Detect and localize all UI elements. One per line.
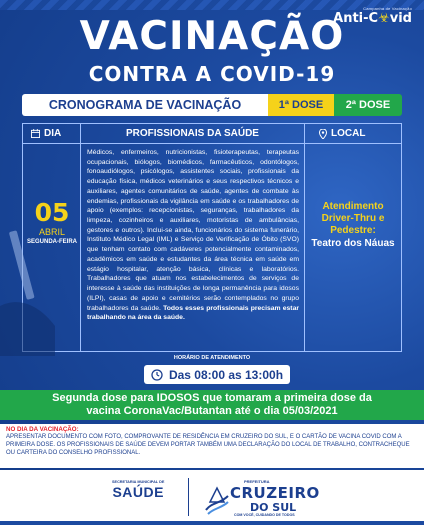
second-dose-badge: 2ª DOSE [334,94,402,116]
notice-title: NO DIA DA VACINAÇÃO: [6,426,79,433]
vaccination-day-notice [0,424,424,468]
elderly-banner-line2: vacina CoronaVac/Butantan até o dia 05/03/2021 [86,405,338,417]
location-pin-icon [319,129,327,139]
campaign-small-label: Campanha de Vacinação [363,6,412,11]
page-subtitle: CONTRA A COVID-19 [88,62,336,86]
notice-text: APRESENTAR DOCUMENTO COM FOTO, COMPROVANTE DE RESIDÊNCIA EM CRUZEIRO DO SUL, E O CARTÃO DE VACINA COVID COM A PRIMEIRA DOSE. OS PROFISSIONAIS DE SAÚDE DEVEM PORTAR TAMBÉM UMA DECLARAÇÃO DO LOCAL DE TRABALHO, CONTRACHEQUE OU CARTEIRA DO CONSELHO PROFISSIONAL. [6,434,410,457]
schedule-table [22,123,402,352]
day-weekday: SEGUNDA-FEIRA [26,239,77,245]
syringe-illustration [0,226,70,356]
hours-label: HORÁRIO DE ATENDIMENTO [173,355,251,361]
professionals-cell [81,144,305,351]
day-number: 05 [34,198,70,227]
header-professionals: PROFISSIONAIS DA SAÚDE [81,124,305,143]
prefeitura-label: PREFEITURA [244,479,270,484]
calendar-icon [31,129,40,138]
city-hall-logo [204,478,324,518]
local-mode: Atendimento Driver-Thru e Pedestre: [321,201,385,236]
schedule-title: CRONOGRAMA DE VACINAÇÃO [22,94,268,116]
city-name: CRUZEIRO [230,484,320,502]
footer [0,470,424,525]
professionals-text: Médicos, enfermeiros, nutricionistas, fisioterapeutas, terapeutas ocupacionais, biólogos, biomédicos, farmacêuticos, odontólogos, fonoaudiólogos, psicólogos, assistentes sociais, profissionais da educação física, médicos veterinários e seus respectivos técnicos e auxiliares, agentes comunitários de saúde, agentes de combate às endemias, profissionais da vigilância em saúde e os trabalhadores de apoio (exemplos: recepcionistas, seguranças, trabalhadores da limpeza, cozinheiros e auxiliares, motoristas de ambulâncias, gestores e outros). Inclui-se ainda, funcionários do sistema funerário, Instituto Médico Legal (IML) e Serviço de Verificação de Óbito (SVO) que tenham contato com cadáveres potencialmente contaminados, acadêmicos em saúde e estudantes da área técnica em saúde em estágio hospitalar, atenção básica, clínicas e laboratórios. Trabalhadores que atuam nos estabelecimentos de serviços de interesse à saúde das instituições de longa permanência para idosos (ILPI), casas de apoio e cemitérios serão contemplados no grupo trabalhadores da saúde. Todos esses profissionais precisam estar trabalhando na área da saúde. [87,149,299,322]
header-day: DIA [23,124,81,143]
city-emblem-icon [204,482,230,516]
local-cell [305,144,401,351]
health-secretariat-logo [112,480,164,500]
first-dose-badge: 1ª DOSE [268,94,334,116]
hours-value: Das 08:00 as 13:00h [168,367,284,382]
city-name-suffix: DO SUL [250,501,297,514]
health-secretariat-small: SECRETARIA MUNICIPAL DE [112,480,165,484]
footer-bottom-bar [0,521,424,525]
city-slogan: COM VOCÊ, CUIDANDO DE TODOS [234,513,295,517]
table-header [23,124,401,144]
page-title: VACINAÇÃO [79,14,345,59]
hours-box [144,365,290,384]
local-venue: Teatro dos Náuas [311,238,395,249]
schedule-bar [22,94,402,116]
health-secretariat-name: SAÚDE [112,484,164,500]
virus-icon: ☣ [378,11,390,26]
anti-covid-logo: Anti-C☣vid [333,11,412,26]
clock-icon [151,369,163,381]
professionals-emphasis: Todos esses profissionais precisam estar trabalhando na área da saúde. [87,304,299,322]
elderly-banner-line1: Segunda dose para IDOSOS que tomaram a primeira dose da [52,391,372,404]
elderly-second-dose-banner [0,390,424,420]
footer-divider [188,478,189,516]
day-month: ABRIL [38,227,65,237]
header-local: LOCAL [305,124,401,143]
